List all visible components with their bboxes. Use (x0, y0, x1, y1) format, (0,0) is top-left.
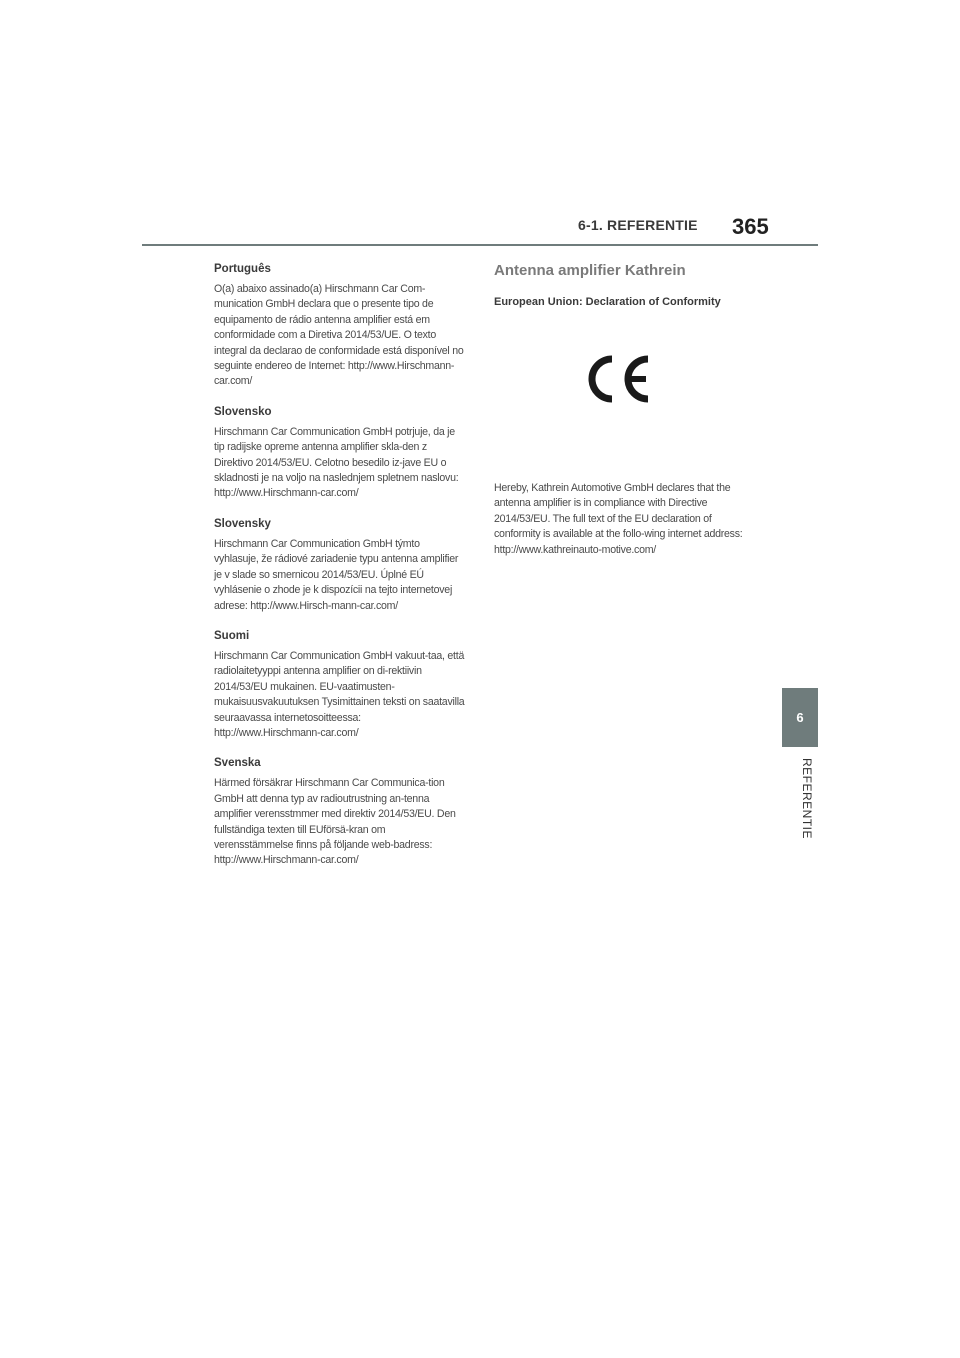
section-portugues (214, 262, 466, 390)
section-text: Hirschmann Car Communication GmbH týmto vyhlasuje, že rádiové zariadenie typu antenna amplifier je v slade so smernicou 2014/53/EU. Úplné EÚ vyhlásenie o zhode je k dispozícii na tejto internetovej adrese: http://www.Hirsch-mann-car.com/ (214, 537, 459, 612)
chapter-tab: 6 (782, 688, 818, 747)
header-divider (142, 244, 818, 246)
kathrein-heading: Antenna amplifier Kathrein (494, 262, 686, 279)
declaration-subheading: European Union: Declaration of Conformity (494, 296, 721, 308)
section-heading: Português (214, 263, 271, 275)
kathrein-declaration-text: Hereby, Kathrein Automotive GmbH declares that the antenna amplifier is in compliance with Directive 2014/53/EU. The full text of the EU declaration of conformity is available at the follo-wing internet address: http://www.kathreinauto-motive.com/ (494, 482, 743, 556)
section-heading: Slovensky (214, 517, 271, 530)
section-slovensky (214, 517, 466, 614)
section-title: 6-1. REFERENTIE (578, 217, 698, 233)
section-heading: Slovensko (214, 405, 272, 418)
left-column (214, 262, 466, 884)
section-text: Hirschmann Car Communication GmbH potrjuje, da je tip radijske opreme antenna amplifier skla-den z Direktivo 2014/53/EU. Celotno besedilo iz-jave EU o skladnosti je na voljo na naslednjem spletnem naslovu: http://www.Hirschmann-car.com/ (214, 425, 459, 500)
chapter-label: REFERENTIE (800, 758, 814, 840)
section-svenska (214, 756, 466, 868)
section-text: Härmed försäkrar Hirschmann Car Communica-tion GmbH att denna typ av radioutrustning an-tenna amplifier verensstmmer med direktiv 2014/53/EU. Den fullständiga texten till EUförsä-kran om verensstämmelse finns på följande web-badress: http://www.Hirschmann-car.com/ (214, 777, 456, 867)
ce-mark-icon (584, 351, 654, 407)
page-number: 365 (732, 214, 769, 239)
right-column (494, 262, 750, 558)
ce-mark-area (494, 333, 750, 433)
section-heading: Suomi (214, 629, 250, 642)
section-text: Hirschmann Car Communication GmbH vakuut-taa, että radiolaitetyyppi antenna amplifier on di-rektiivin 2014/53/EU mukainen. EU-vaatimusten-mukaisuusvakuutuksen Tysimittainen teksti on saatavilla seuraavassa internetosoitteessa: http://www.Hirschmann-car.com/ (214, 649, 465, 739)
section-heading: Svenska (214, 757, 261, 770)
section-slovensko (214, 405, 466, 502)
section-text: O(a) abaixo assinado(a) Hirschmann Car Com-munication GmbH declara que o presente tipo de equipamento de rádio antenna amplifier está em conformidade com a Diretiva 2014/53/UE. O texto integral da declarao de conformidade está disponível no seguinte endereo de Internet: http://www.Hirschmann-car.com/ (214, 283, 464, 388)
section-suomi (214, 629, 466, 741)
